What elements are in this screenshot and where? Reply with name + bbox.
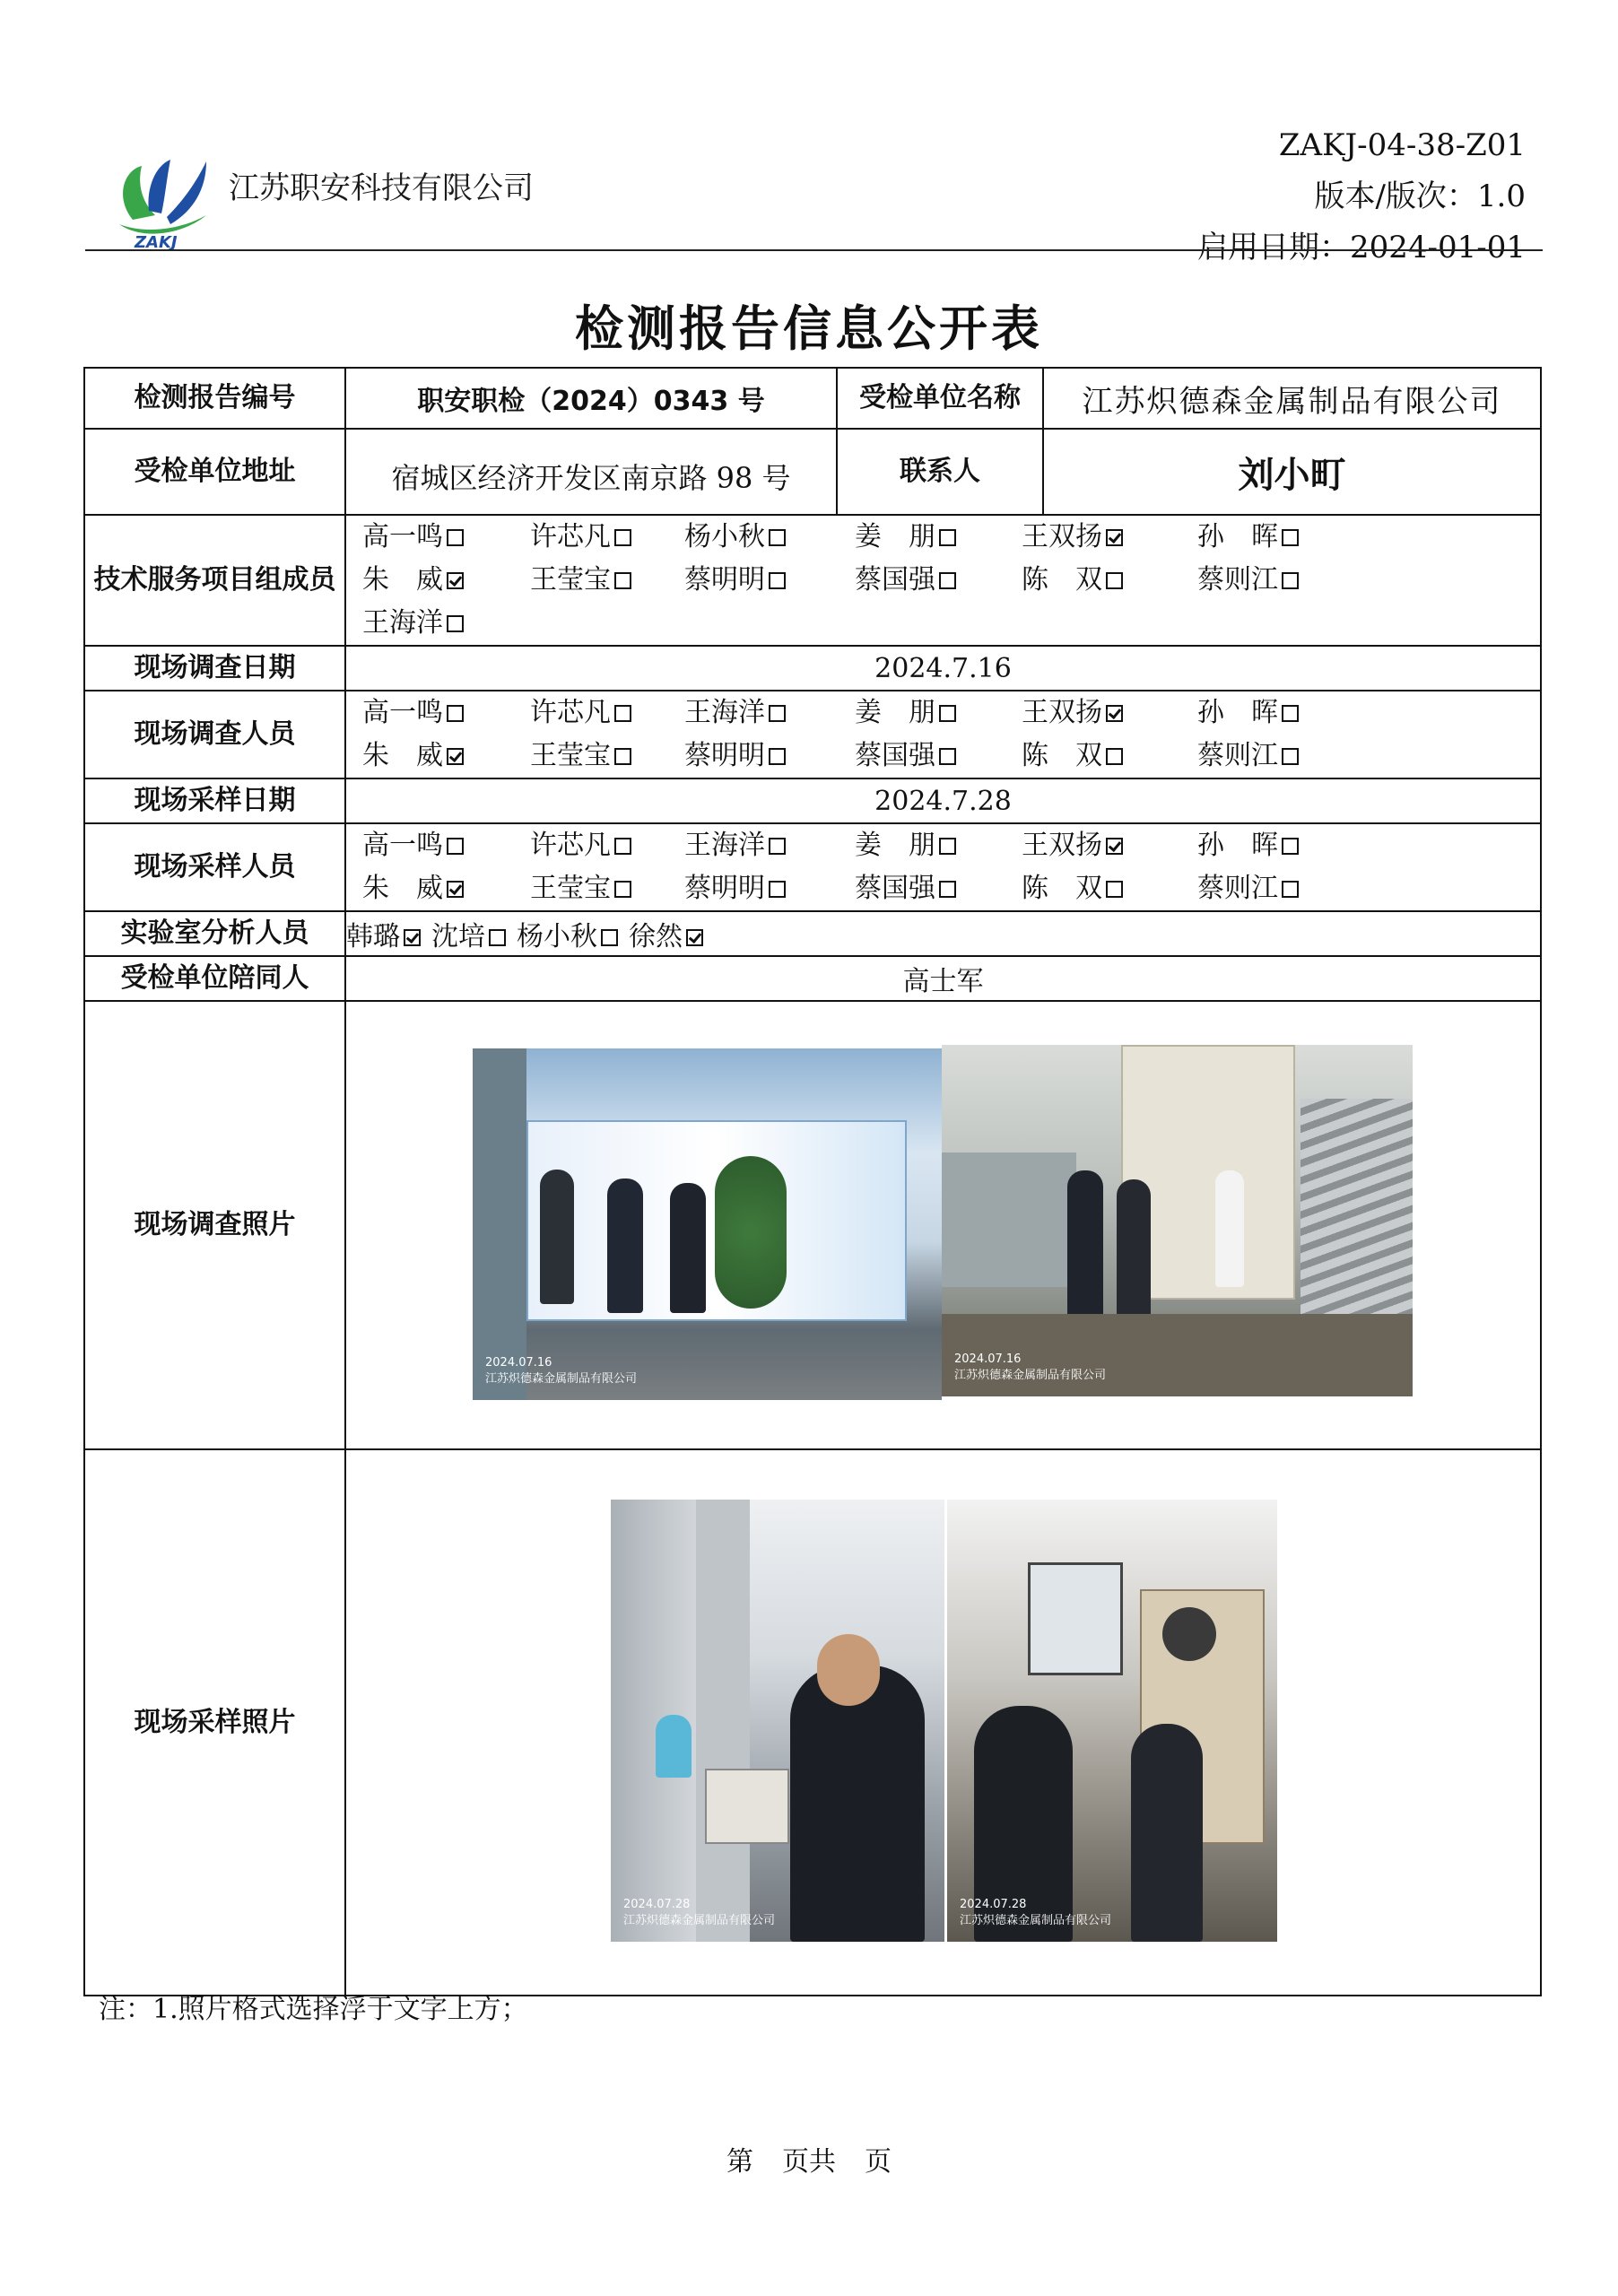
checkbox-empty-icon[interactable]	[489, 929, 506, 946]
lab-staff-item	[431, 921, 506, 952]
sampling-staff-item	[530, 867, 684, 910]
escort-label: 受检单位陪同人	[84, 956, 345, 1001]
survey-staff-label: 现场调查人员	[84, 691, 345, 778]
checkbox-empty-icon[interactable]	[769, 748, 786, 765]
checkbox-empty-icon[interactable]	[614, 572, 631, 589]
checkbox-empty-icon[interactable]	[769, 529, 786, 546]
tech-member-name: 姜 朋	[855, 521, 935, 552]
survey-staff-item	[684, 735, 855, 778]
checkbox-empty-icon[interactable]	[769, 705, 786, 722]
tech-member-item	[684, 516, 855, 559]
checkbox-empty-icon[interactable]	[939, 572, 956, 589]
footnote: 注：1.照片格式选择浮于文字上方；	[99, 1994, 528, 2025]
survey-staff-name: 王双扬	[1022, 697, 1102, 728]
sampling-staff-item	[362, 867, 530, 910]
lab-staff-item	[629, 921, 703, 952]
page-end: 页	[865, 2146, 892, 2178]
checkbox-checked-icon[interactable]	[447, 881, 464, 898]
survey-photos-label: 现场调查照片	[84, 1001, 345, 1449]
checkbox-checked-icon[interactable]	[447, 748, 464, 765]
tech-member-item	[855, 559, 1022, 602]
checkbox-checked-icon[interactable]	[686, 929, 703, 946]
tech-member-item	[855, 516, 1022, 559]
survey-staff-name: 蔡明明	[684, 740, 765, 771]
row-report-no	[84, 368, 1541, 429]
logo-text: ZAKJ	[135, 233, 178, 251]
escort-value: 高士军	[345, 956, 1541, 1001]
survey-staff-name: 王莹宝	[530, 740, 611, 771]
sampling-staff-name: 王莹宝	[530, 873, 611, 904]
survey-staff-item	[1022, 735, 1197, 778]
checkbox-empty-icon[interactable]	[1106, 748, 1123, 765]
sampling-staff-item	[1022, 867, 1197, 910]
doc-effective-date: 启用日期：2024-01-01	[1196, 230, 1526, 265]
lab-staff-label: 实验室分析人员	[84, 911, 345, 956]
tech-member-item	[1022, 516, 1197, 559]
checkbox-checked-icon[interactable]	[1106, 705, 1123, 722]
tech-member-name: 朱 威	[362, 564, 443, 596]
checkbox-empty-icon[interactable]	[769, 838, 786, 855]
survey-staff-list	[346, 691, 1540, 778]
checkbox-empty-icon[interactable]	[447, 838, 464, 855]
info-table	[83, 367, 1542, 1996]
checkbox-empty-icon[interactable]	[614, 529, 631, 546]
tech-member-name: 蔡明明	[684, 564, 765, 596]
checkbox-empty-icon[interactable]	[601, 929, 618, 946]
checkbox-empty-icon[interactable]	[1282, 881, 1299, 898]
row-sampling-staff	[84, 823, 1541, 911]
checkbox-empty-icon[interactable]	[939, 838, 956, 855]
sampling-staff-list	[346, 824, 1540, 910]
sampling-staff-item	[684, 867, 855, 910]
sampling-staff-item	[855, 867, 1022, 910]
checkbox-checked-icon[interactable]	[447, 572, 464, 589]
lab-staff-name: 韩璐	[346, 921, 400, 952]
sampling-staff-name: 姜 朋	[855, 830, 935, 861]
sampling-staff-item	[1197, 824, 1332, 867]
survey-staff-item	[1197, 735, 1332, 778]
checkbox-empty-icon[interactable]	[1282, 705, 1299, 722]
page-mid: 页共	[782, 2146, 836, 2178]
tech-member-name: 孙 晖	[1197, 521, 1278, 552]
photo-stamp-company: 江苏炽德森金属制品有限公司	[954, 1369, 1107, 1382]
checkbox-empty-icon[interactable]	[614, 838, 631, 855]
survey-staff-name: 高一鸣	[362, 697, 443, 728]
photo-stamp-date: 2024.07.16	[485, 1356, 552, 1370]
survey-staff-item	[362, 735, 530, 778]
survey-staff-item	[1197, 691, 1332, 735]
survey-staff-item	[362, 691, 530, 735]
tech-member-item	[1022, 559, 1197, 602]
checkbox-empty-icon[interactable]	[1282, 748, 1299, 765]
survey-staff-item	[855, 735, 1022, 778]
company-name: 江苏职安科技有限公司	[229, 170, 534, 206]
tech-member-name: 陈 双	[1022, 564, 1102, 596]
doc-code: ZAKJ-04-38-Z01	[1278, 127, 1526, 163]
checkbox-empty-icon[interactable]	[447, 529, 464, 546]
lab-staff-item	[517, 921, 618, 952]
checkbox-empty-icon[interactable]	[939, 705, 956, 722]
checkbox-empty-icon[interactable]	[1282, 838, 1299, 855]
survey-staff-name: 蔡国强	[855, 740, 935, 771]
client-name-label: 受检单位名称	[837, 368, 1043, 429]
checkbox-empty-icon[interactable]	[447, 705, 464, 722]
sampling-staff-name: 朱 威	[362, 873, 443, 904]
row-survey-staff	[84, 691, 1541, 778]
report-no-label: 检测报告编号	[84, 368, 345, 429]
sampling-photo-2	[947, 1500, 1277, 1942]
sampling-staff-label: 现场采样人员	[84, 823, 345, 911]
tech-members-list	[346, 516, 1540, 645]
survey-staff-item	[1022, 691, 1197, 735]
contact-value: 刘小町	[1043, 429, 1541, 515]
contact-label: 联系人	[837, 429, 1043, 515]
checkbox-empty-icon[interactable]	[769, 881, 786, 898]
client-addr-label: 受检单位地址	[84, 429, 345, 515]
survey-date-value: 2024.7.16	[345, 646, 1541, 691]
sampling-staff-item	[855, 824, 1022, 867]
sampling-photos-label: 现场采样照片	[84, 1449, 345, 1996]
page-footer	[0, 2139, 1618, 2179]
tech-member-item	[530, 559, 684, 602]
photo-stamp-date: 2024.07.16	[954, 1352, 1022, 1366]
checkbox-checked-icon[interactable]	[1106, 529, 1123, 546]
survey-staff-name: 孙 晖	[1197, 697, 1278, 728]
lab-staff-name: 沈培	[431, 921, 485, 952]
client-addr-value: 宿城区经济开发区南京路 98 号	[345, 429, 837, 515]
checkbox-empty-icon[interactable]	[1282, 529, 1299, 546]
row-client-addr	[84, 429, 1541, 515]
tech-member-item	[684, 559, 855, 602]
sampling-staff-item	[1022, 824, 1197, 867]
sampling-date-label: 现场采样日期	[84, 778, 345, 823]
checkbox-empty-icon[interactable]	[939, 881, 956, 898]
sampling-staff-item	[530, 824, 684, 867]
survey-date-label: 现场调查日期	[84, 646, 345, 691]
checkbox-empty-icon[interactable]	[614, 705, 631, 722]
sampling-staff-name: 蔡则江	[1197, 873, 1278, 904]
tech-member-item	[362, 559, 530, 602]
sampling-staff-name: 孙 晖	[1197, 830, 1278, 861]
tech-member-item	[362, 516, 530, 559]
doc-version: 版本/版次：1.0	[1314, 178, 1526, 214]
row-survey-photos	[84, 1001, 1541, 1449]
tech-member-item	[530, 516, 684, 559]
sampling-staff-name: 王海洋	[684, 830, 765, 861]
page-title: 检测报告信息公开表	[575, 300, 1043, 357]
checkbox-empty-icon[interactable]	[447, 615, 464, 632]
survey-photo-1	[473, 1048, 942, 1400]
tech-member-name: 王双扬	[1022, 521, 1102, 552]
page-label: 第	[726, 2146, 753, 2178]
checkbox-empty-icon[interactable]	[1282, 572, 1299, 589]
row-tech-members	[84, 515, 1541, 646]
survey-staff-name: 姜 朋	[855, 697, 935, 728]
lab-staff-list	[345, 911, 1541, 956]
lab-staff-name: 杨小秋	[517, 921, 597, 952]
tech-member-name: 蔡则江	[1197, 564, 1278, 596]
tech-member-name: 王莹宝	[530, 564, 611, 596]
tech-member-item	[1197, 516, 1332, 559]
sampling-staff-item	[684, 824, 855, 867]
tech-members-label: 技术服务项目组成员	[84, 515, 345, 646]
checkbox-checked-icon[interactable]	[404, 929, 421, 946]
tech-member-item	[1197, 559, 1332, 602]
survey-staff-name: 王海洋	[684, 697, 765, 728]
checkbox-empty-icon[interactable]	[1106, 572, 1123, 589]
tech-member-name: 王海洋	[362, 607, 443, 639]
survey-staff-item	[530, 691, 684, 735]
sampling-staff-name: 高一鸣	[362, 830, 443, 861]
survey-staff-item	[684, 691, 855, 735]
header-divider	[85, 249, 1543, 251]
tech-member-name: 高一鸣	[362, 521, 443, 552]
sampling-staff-item	[362, 824, 530, 867]
survey-staff-name: 蔡则江	[1197, 740, 1278, 771]
report-no-value: 职安职检（2024）0343 号	[345, 368, 837, 429]
lab-staff-name: 徐然	[629, 921, 683, 952]
row-lab-staff	[84, 911, 1541, 956]
checkbox-empty-icon[interactable]	[939, 529, 956, 546]
company-logo	[106, 135, 222, 251]
photo-stamp-company: 江苏炽德森金属制品有限公司	[623, 1914, 776, 1927]
tech-member-item	[362, 602, 530, 645]
sampling-staff-name: 蔡国强	[855, 873, 935, 904]
photo-stamp-date: 2024.07.28	[623, 1898, 691, 1911]
tech-member-name: 杨小秋	[684, 521, 765, 552]
sampling-date-value: 2024.7.28	[345, 778, 1541, 823]
tech-member-name: 蔡国强	[855, 564, 935, 596]
survey-staff-name: 陈 双	[1022, 740, 1102, 771]
survey-staff-item	[530, 735, 684, 778]
row-sampling-photos	[84, 1449, 1541, 1996]
sampling-staff-item	[1197, 867, 1332, 910]
checkbox-empty-icon[interactable]	[1106, 881, 1123, 898]
sampling-staff-name: 蔡明明	[684, 873, 765, 904]
photo-stamp-date: 2024.07.28	[960, 1898, 1027, 1911]
checkbox-empty-icon[interactable]	[614, 881, 631, 898]
survey-staff-name: 朱 威	[362, 740, 443, 771]
sampling-staff-name: 陈 双	[1022, 873, 1102, 904]
survey-photo-2	[942, 1045, 1413, 1396]
row-survey-date	[84, 646, 1541, 691]
survey-staff-item	[855, 691, 1022, 735]
tech-member-name: 许芯凡	[530, 521, 611, 552]
sampling-staff-name: 许芯凡	[530, 830, 611, 861]
checkbox-empty-icon[interactable]	[939, 748, 956, 765]
sampling-staff-name: 王双扬	[1022, 830, 1102, 861]
lab-staff-item	[346, 921, 421, 952]
client-name-value: 江苏炽德森金属制品有限公司	[1043, 368, 1541, 429]
row-sampling-date	[84, 778, 1541, 823]
checkbox-empty-icon[interactable]	[614, 748, 631, 765]
photo-stamp-company: 江苏炽德森金属制品有限公司	[485, 1372, 638, 1386]
row-escort	[84, 956, 1541, 1001]
photo-stamp-company: 江苏炽德森金属制品有限公司	[960, 1914, 1112, 1927]
checkbox-empty-icon[interactable]	[769, 572, 786, 589]
sampling-photo-1	[611, 1500, 944, 1942]
checkbox-checked-icon[interactable]	[1106, 838, 1123, 855]
survey-staff-name: 许芯凡	[530, 697, 611, 728]
